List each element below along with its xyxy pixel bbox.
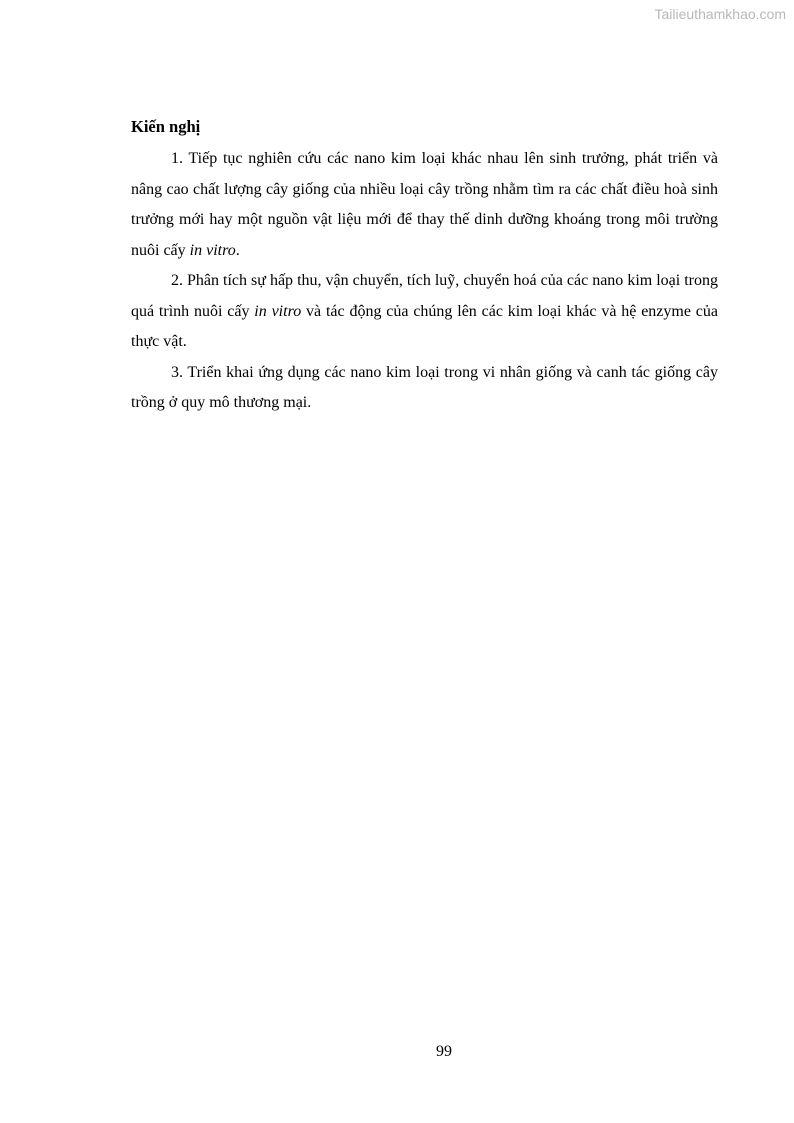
recommendation-paragraph-2	[131, 266, 718, 358]
paragraph-text-tail: .	[235, 241, 240, 259]
paragraph-italic-term: in vitro	[254, 302, 302, 320]
document-body	[131, 112, 718, 419]
paragraph-italic-term: in vitro	[189, 241, 236, 259]
section-heading: Kiến nghị	[131, 117, 201, 136]
recommendation-paragraph-3	[131, 358, 718, 419]
paragraph-text: 3. Triển khai ứng dụng các nano kim loại trong vi nhân giống và canh tác giống cây trồng ở quy mô thương mại.	[131, 363, 718, 411]
watermark: Tailieuthamkhao.com	[654, 6, 786, 22]
paragraph-text-tail: và tác động của chúng lên các kim loại khác và hệ enzyme của thực vật.	[131, 302, 718, 350]
recommendation-paragraph-1	[131, 144, 718, 266]
paragraph-text: 2. Phân tích sự hấp thu, vận chuyển, tích luỹ, chuyển hoá của các nano kim loại trong quá trình nuôi cấy	[131, 272, 718, 320]
paragraph-text: 1. Tiếp tục nghiên cứu các nano kim loại khác nhau lên sinh trưởng, phát triển và nâng cao chất lượng cây giống của nhiều loại cây trồng nhằm tìm ra các chất điều hoà sinh trưởng mới hay một nguồn vật liệu mới để thay thế dinh dưỡng khoáng trong môi trường nuôi cấy	[131, 150, 718, 259]
page-number: 99	[436, 1043, 452, 1060]
